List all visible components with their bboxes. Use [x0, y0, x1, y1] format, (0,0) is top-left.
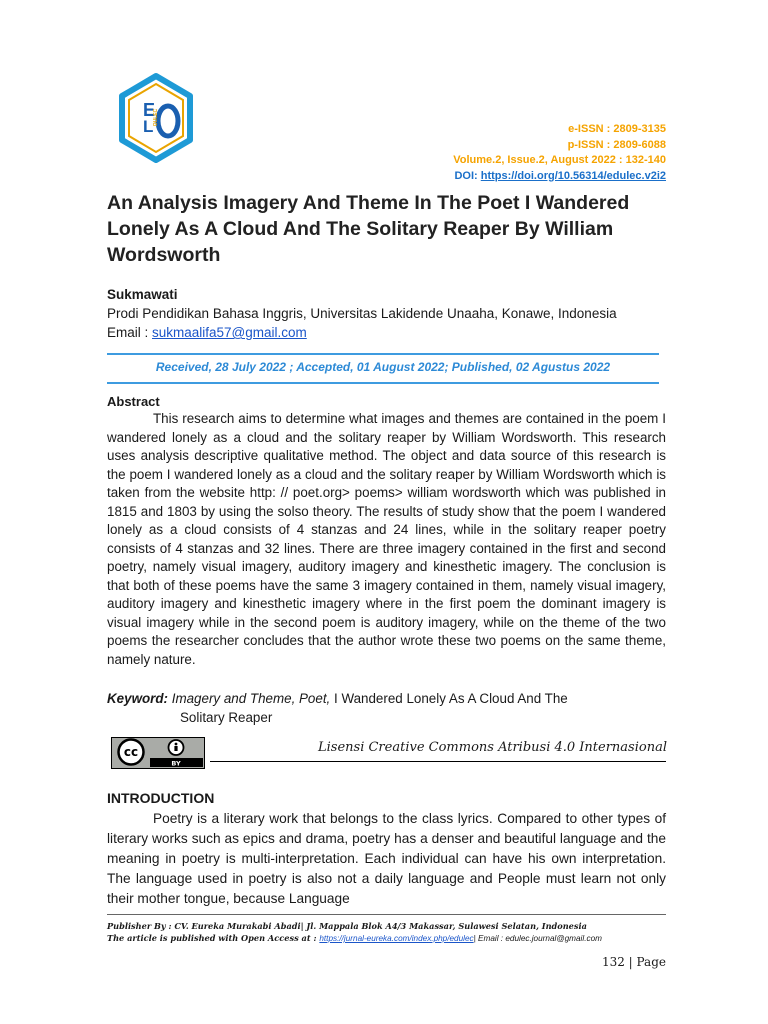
footer [107, 920, 602, 945]
eissn: e-ISSN : 2809-3135 [568, 123, 666, 135]
access-line [107, 932, 602, 945]
footer-email: | Email : edulec.journal@gmail.com [473, 934, 602, 943]
email-link[interactable]: sukmaalifa57@gmail.com [152, 325, 307, 340]
license-underline [210, 761, 666, 762]
introduction-heading: INTRODUCTION [107, 790, 215, 806]
by-person-icon [175, 743, 178, 746]
journal-url-link[interactable]: https://jurnal-eureka.com/index.php/edulec [319, 934, 474, 943]
publisher-line: Publisher By : CV. Eureka Murakabi Abadi| Jl. Mappala Blok A4/3 Makassar, Sulawesi Selatan, Indonesia [107, 921, 587, 931]
svg-text:E: E [143, 100, 156, 120]
volume-issue: Volume.2, Issue.2, August 2022 : 132-140 [453, 154, 666, 166]
svg-text:DULEC: DULEC [153, 108, 159, 126]
cc-icon: cc [123, 745, 139, 759]
email-line [107, 323, 617, 342]
bottom-divider [107, 382, 659, 384]
paper-title: An Analysis Imagery And Theme In The Poet I Wandered Lonely As A Cloud And The Solitary Reaper By William Wordsworth [107, 192, 630, 266]
abstract-text: This research aims to determine what images and themes are contained in the poem I wandered lonely as a cloud and the solitary reaper by William Wordsworth. This research uses analysis descriptive qualitative method. The object and data source of this research is the poem I wandered lonely as a cloud and the solitary reaper by William Wordsworth which is taken from the website http: // poet.org> poems> william wordsworth which was published in 1815 and 1803 by using the solso theory. The results of study show that the poem I wandered lonely as a cloud consists of 4 stanzas and 24 lines, while in the solitary reaper poetry consists of 4 stanzas and 32 lines. There are three imagery contained in the first and second poetry, namely visual imagery, auditory imagery and kinesthetic imagery. The conclusion is that both of these poems have the same 3 imagery contained in them, namely visual imagery, auditory imagery and kinesthetic imagery where in the first poem the dominant imagery is visual imagery while in the second poem is auditory imagery, while on the theme of the two poems the researcher concludes that the author wrote these two poems on the same theme, namely nature. [107, 411, 666, 667]
journal-meta [453, 122, 666, 184]
journal-logo [116, 72, 196, 164]
keyword-line2: Solitary Reaper [180, 710, 273, 725]
affiliation: Prodi Pendidikan Bahasa Inggris, Universitas Lakidende Unaaha, Konawe, Indonesia [107, 306, 617, 321]
by-label: BY [171, 759, 181, 767]
cc-by-badge[interactable] [111, 737, 205, 769]
doi-link[interactable]: https://doi.org/10.56314/edulec.v2i2 [480, 169, 666, 182]
doi-label: DOI: [454, 169, 478, 182]
license-text: Lisensi Creative Commons Atribusi 4.0 Internasional [318, 740, 667, 755]
svg-text:L: L [143, 117, 154, 136]
keyword-italic: Imagery and Theme, Poet, [168, 691, 331, 706]
pissn: p-ISSN : 2809-6088 [567, 138, 666, 151]
footer-divider [107, 914, 666, 915]
keyword-rest: I Wandered Lonely As A Cloud And The [330, 691, 568, 706]
publication-dates: Received, 28 July 2022 ; Accepted, 01 August 2022; Published, 02 Agustus 2022 [155, 360, 611, 374]
access-prefix: The article is published with Open Access at : [107, 933, 320, 943]
email-label: Email : [107, 325, 153, 340]
introduction-text: Poetry is a literary work that belongs to the class lyrics. Compared to other types of literary works such as epics and drama, poetry has a denser and beautiful language and the meaning in poetry is multi-interpretation. Each individual can have his own interpretation. The language used in poetry is also not a daily language and People must learn not only their mother tongue, because Language [107, 811, 666, 906]
keyword-label: Keyword: [107, 691, 169, 706]
author-name: Sukmawati [107, 287, 178, 302]
page-number: 132 | Page [601, 955, 666, 969]
keywords [107, 689, 666, 727]
abstract-heading: Abstract [107, 394, 160, 409]
author-affiliation-block [107, 304, 617, 342]
top-divider [107, 353, 659, 355]
doi-line [453, 169, 666, 185]
